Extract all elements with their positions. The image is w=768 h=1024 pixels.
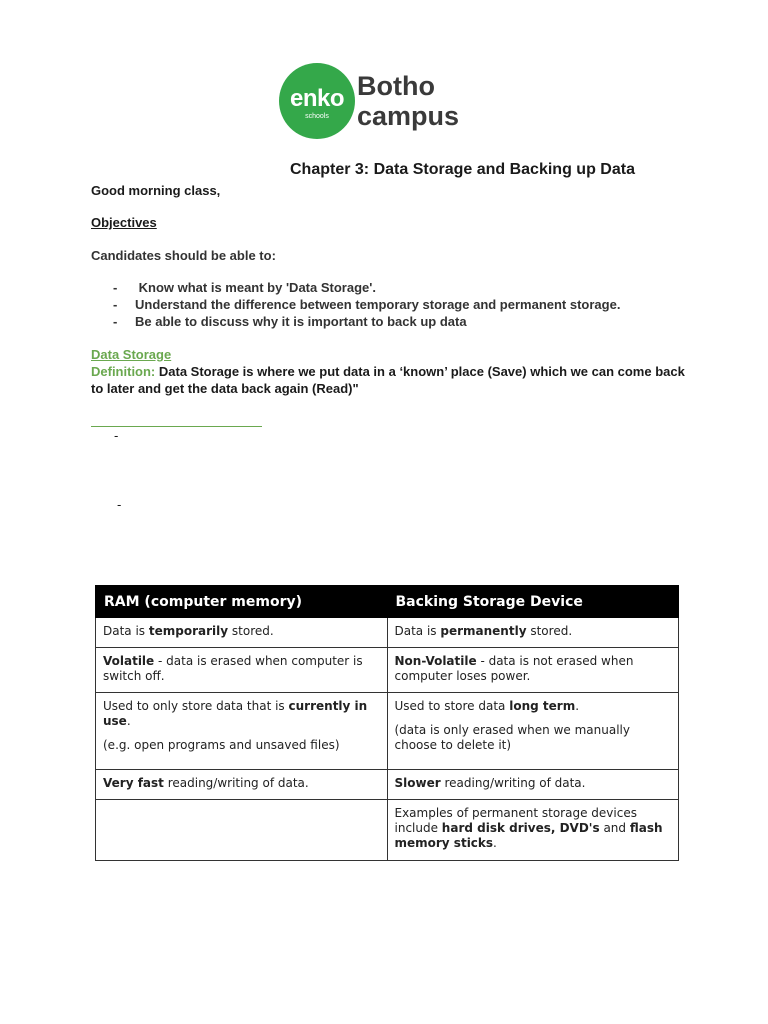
list-item [113,279,620,296]
definition-paragraph [91,363,691,397]
empty-bullet: - [117,497,122,512]
definition-text: Data Storage is where we put data in a ‘known’ place (Save) which we can come back to later and get the data back again (Read)" [91,364,685,396]
cell-text-bold: Very fast [103,776,164,790]
logo-mark-subtext: schools [305,113,329,120]
bullet-dash: - [113,314,118,329]
cell-text-bold: long term [509,699,576,713]
objectives-heading: Objectives [91,215,157,230]
cell-text-bold: temporarily [148,624,229,638]
logo-line-2: campus [357,101,460,131]
cell-text: Examples of permanent storage devices include [394,806,637,835]
column-header-ram: RAM (computer memory) [96,586,388,618]
cell-text: Data is [103,624,149,638]
table-cell [387,800,679,861]
cell-text-bold: permanently [440,624,527,638]
cell-text: Used to only store data that is [103,699,289,713]
objective-text: Be able to discuss why it is important to back up data [135,314,467,329]
cell-text: Data is [394,624,441,638]
table-cell-empty [96,800,388,861]
bullet-dash: - [113,297,118,312]
cell-text: Used to store data [394,699,510,713]
storage-comparison-table [95,585,679,861]
table-cell [387,770,679,800]
cell-text-bold: hard disk drives, DVD's [441,821,600,835]
cell-text-bold: Slower [394,776,441,790]
definition-label: Definition: [91,364,156,379]
column-header-backing: Backing Storage Device [387,586,679,618]
objectives-intro: Candidates should be able to: [91,248,276,263]
cell-text: reading/writing of data. [163,776,309,790]
table-row [96,648,679,693]
cell-text-bold: flash memory sticks [394,821,663,850]
blank-answer-line [91,426,262,427]
table-row [96,800,679,861]
cell-text: - data is erased when computer is switch off. [103,654,363,683]
cell-text-bold: Non-Volatile [394,654,477,668]
logo-mark-text: enko [289,85,344,112]
logo-wordmark [357,71,459,131]
data-storage-heading: Data Storage [91,347,172,362]
list-item [113,313,620,330]
cell-text: . [126,714,131,728]
bullet-dash: - [113,280,118,295]
table-row [96,770,679,800]
table-cell [387,618,679,648]
table-cell [387,693,679,770]
objectives-list [113,279,620,330]
cell-text: stored. [526,624,573,638]
cell-text: and [599,821,630,835]
cell-text: stored. [228,624,274,638]
empty-bullet: - [114,428,119,443]
table-cell [96,648,388,693]
cell-text: (e.g. open programs and unsaved files) [103,738,340,752]
table-row [96,693,679,770]
objective-text: Know what is meant by 'Data Storage'. [135,280,376,295]
table-cell [96,618,388,648]
cell-text: reading/writing of data. [440,776,586,790]
table-cell [96,770,388,800]
cell-text: - data is not erased when computer loses power. [394,654,634,683]
table-cell [96,693,388,770]
page-title: Chapter 3: Data Storage and Backing up Data [290,161,635,178]
cell-text-bold: currently in use [103,699,368,728]
enko-logo-mark [279,63,355,139]
table-header-row [96,586,679,618]
cell-text: . [575,699,580,713]
cell-text-bold: Volatile [103,654,155,668]
list-item [113,296,620,313]
objective-text: Understand the difference between temporary storage and permanent storage. [135,297,621,312]
cell-text: (data is only erased when we manually choose to delete it) [394,723,630,752]
logo-line-1: Botho [357,71,435,101]
table-cell [387,648,679,693]
school-logo [279,63,459,143]
cell-text: . [493,836,497,850]
table-row [96,618,679,648]
greeting: Good morning class, [91,183,221,198]
